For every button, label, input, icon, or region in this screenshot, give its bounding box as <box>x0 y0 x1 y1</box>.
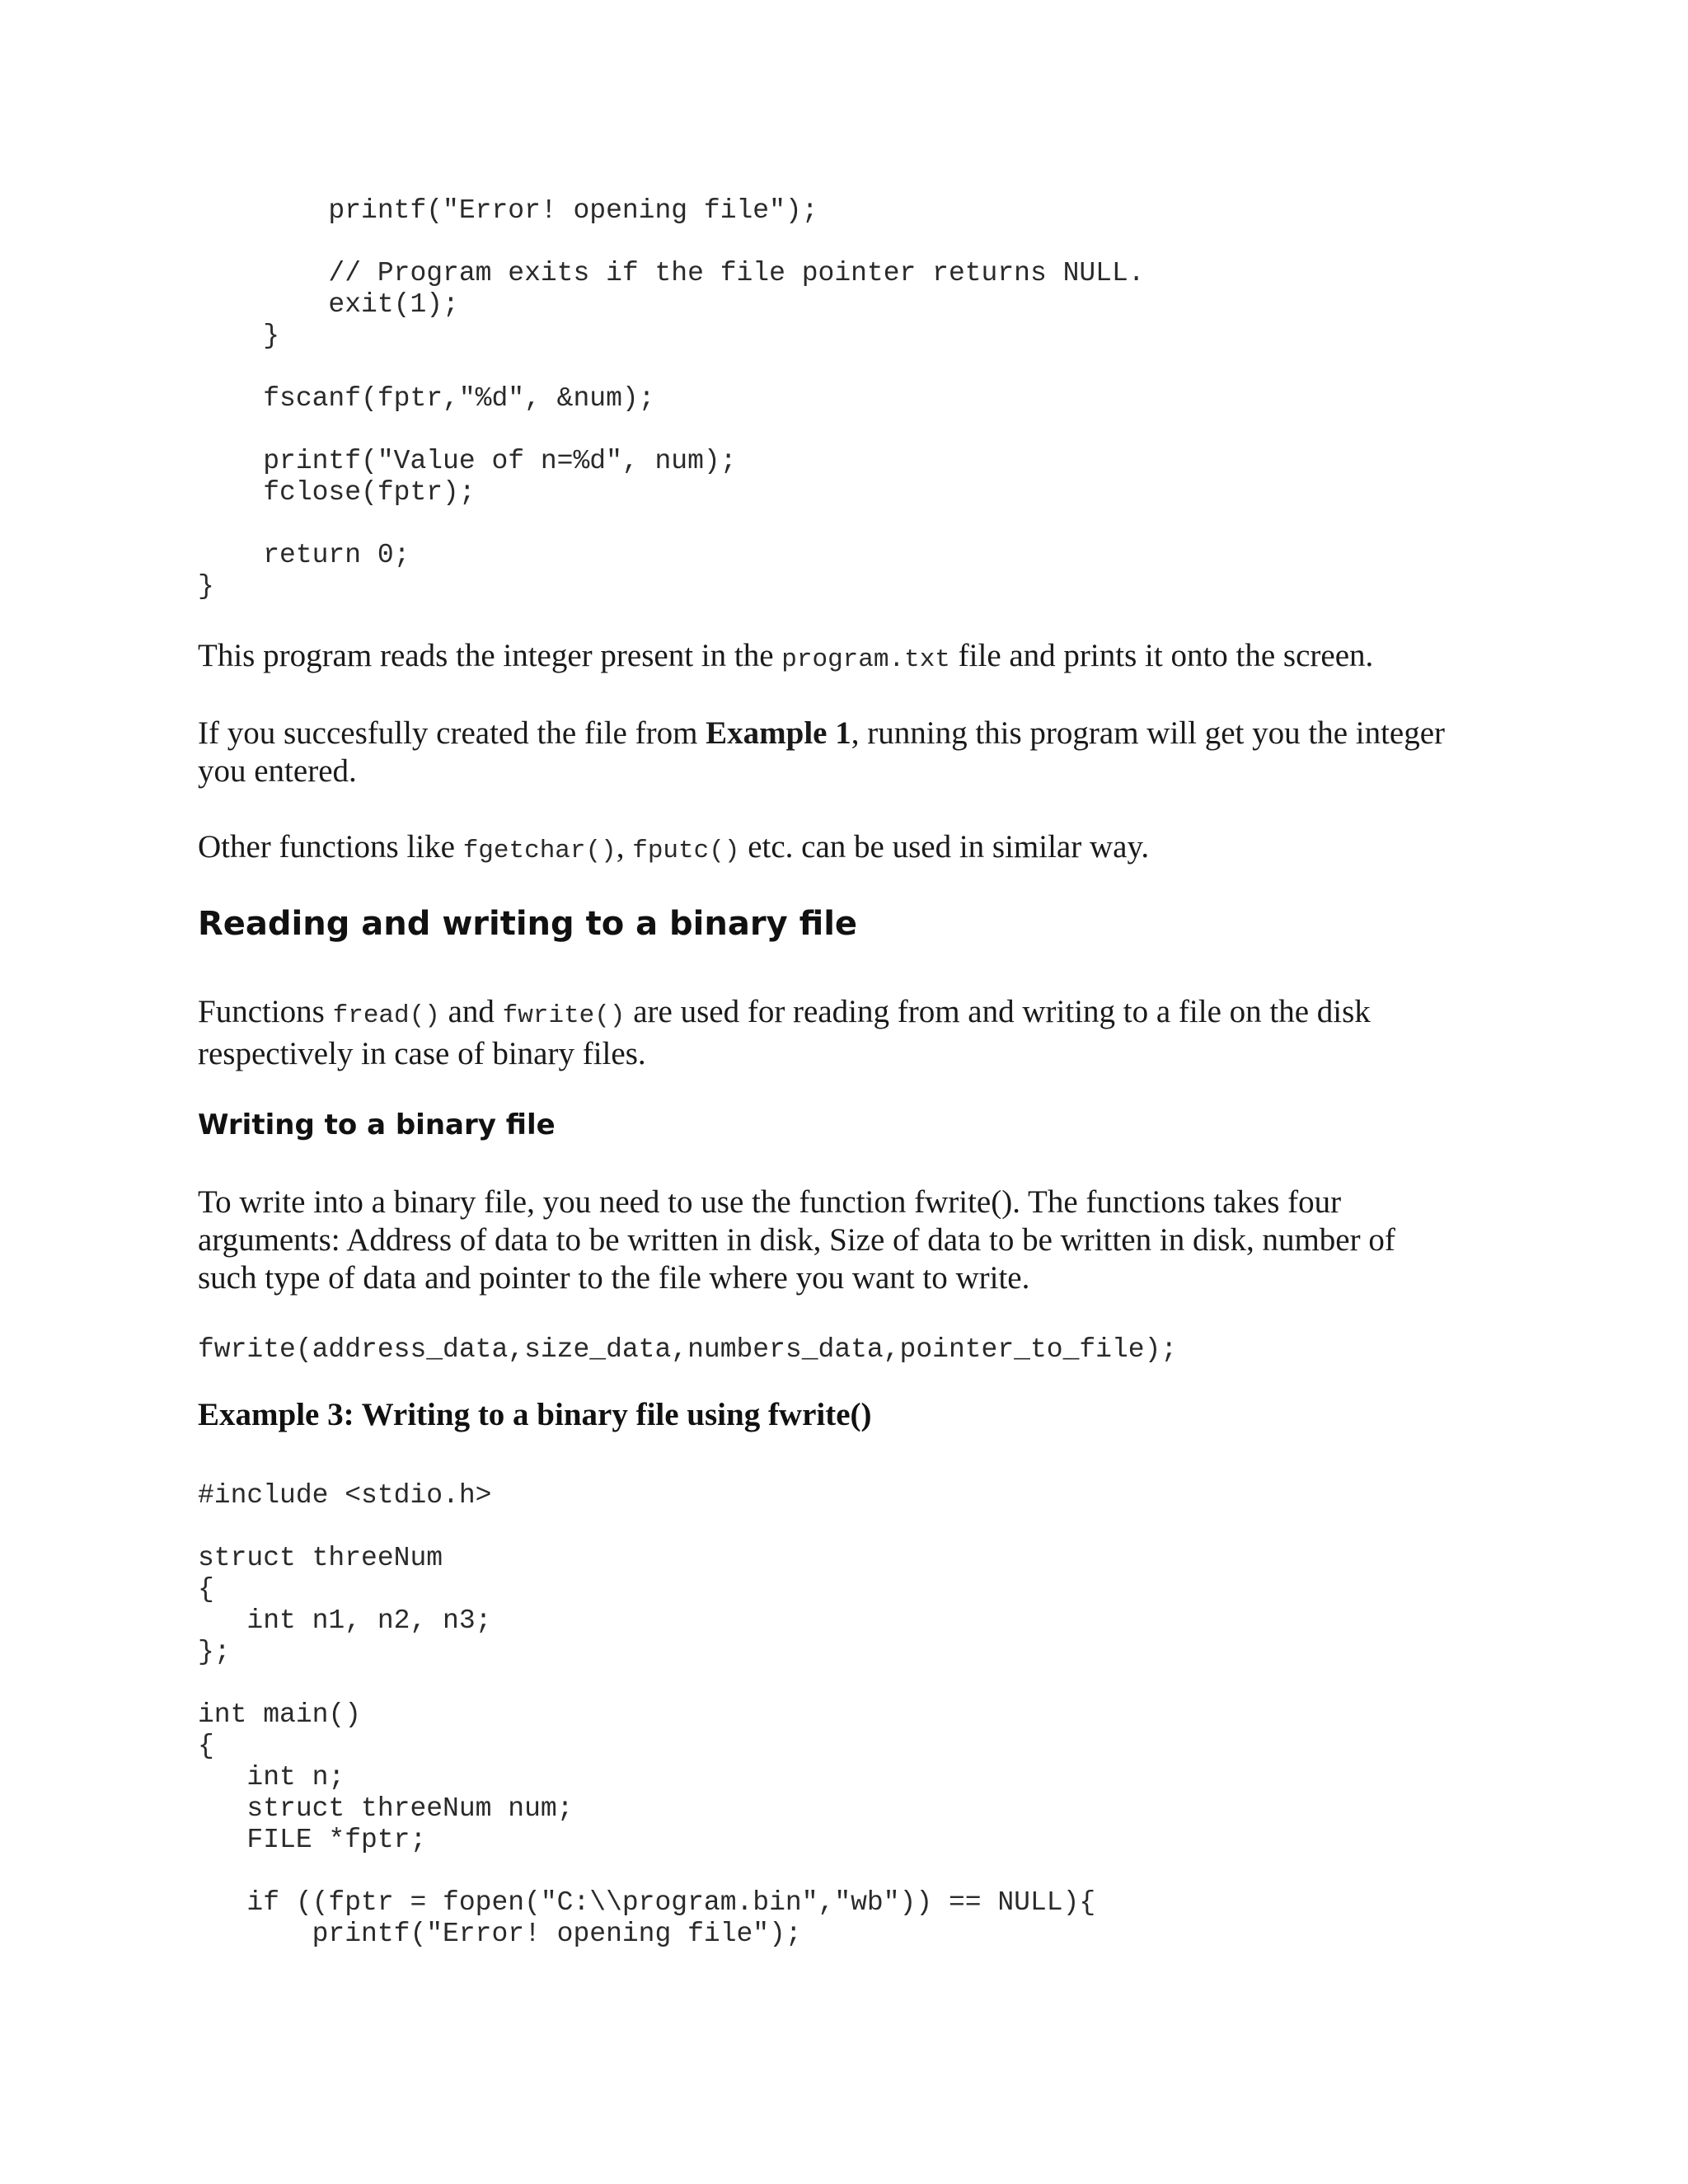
code-line: struct threeNum <box>198 1543 443 1573</box>
code-line: FILE *fptr; <box>198 1825 427 1855</box>
text: Other functions like <box>198 829 463 865</box>
code-line: { <box>198 1731 214 1761</box>
text: etc. can be used in similar way. <box>739 829 1150 865</box>
code-line: struct threeNum num; <box>198 1793 574 1824</box>
code-line: if ((fptr = fopen("C:\\program.bin","wb")) == NULL){ <box>198 1887 1096 1918</box>
code-line: #include <stdio.h> <box>198 1480 492 1511</box>
code-line: printf("Error! opening file"); <box>198 195 818 226</box>
text: and <box>439 994 503 1029</box>
inline-code-fread: fread() <box>332 1001 440 1030</box>
paragraph-fwrite-arguments: To write into a binary file, you need to use the function fwrite(). The functions takes four arguments: Address of data to be written in disk, Size of data to be written in disk, number of such type of data and pointer to the file where you want to write. <box>198 1184 1395 1296</box>
text: Functions <box>198 994 333 1029</box>
code-line: }; <box>198 1637 231 1667</box>
heading-reading-writing-binary: Reading and writing to a binary file <box>198 905 858 943</box>
code-fwrite-signature: fwrite(address_data,size_data,numbers_data,pointer_to_file); <box>198 1334 1178 1365</box>
code-line: } <box>198 571 214 602</box>
bold-example-1: Example 1 <box>706 715 851 751</box>
code-line: int n; <box>198 1762 345 1793</box>
code-line: return 0; <box>198 540 410 570</box>
paragraph-example1-reference <box>198 715 1500 790</box>
code-line: fscanf(fptr,"%d", &num); <box>198 383 655 414</box>
text: , <box>616 829 633 865</box>
text: file and prints it onto the screen. <box>950 638 1374 673</box>
inline-code-fwrite: fwrite() <box>502 1001 626 1030</box>
code-block-example-3 <box>198 1480 1095 1950</box>
inline-code-fputc: fputc() <box>632 837 740 865</box>
code-line: printf("Error! opening file"); <box>198 1919 802 1949</box>
code-line: { <box>198 1574 214 1605</box>
paragraph-program-reads <box>198 637 1500 679</box>
code-line: int n1, n2, n3; <box>198 1605 492 1636</box>
text: This program reads the integer present in the <box>198 638 782 673</box>
code-line: printf("Value of n=%d", num); <box>198 446 737 476</box>
heading-writing-binary-file: Writing to a binary file <box>198 1108 556 1141</box>
paragraph-other-functions <box>198 828 1500 870</box>
code-line: // Program exits if the file pointer returns NULL. <box>198 258 1145 288</box>
text: are used for reading from and writing to a file on the disk respectively in case of binary files. <box>198 994 1371 1071</box>
text: , running this program will get you the integer you entered. <box>198 715 1446 789</box>
code-line: } <box>198 321 280 351</box>
inline-code-program-txt: program.txt <box>781 645 950 674</box>
inline-code-fgetchar: fgetchar() <box>462 837 617 865</box>
heading-example-3: Example 3: Writing to a binary file using fwrite() <box>198 1397 872 1432</box>
text: If you succesfully created the file from <box>198 715 706 751</box>
code-line: fclose(fptr); <box>198 477 476 508</box>
code-block-top <box>198 195 1145 602</box>
code-line: int main() <box>198 1699 362 1730</box>
code-line: exit(1); <box>198 289 459 320</box>
paragraph-fread-fwrite <box>198 993 1484 1073</box>
